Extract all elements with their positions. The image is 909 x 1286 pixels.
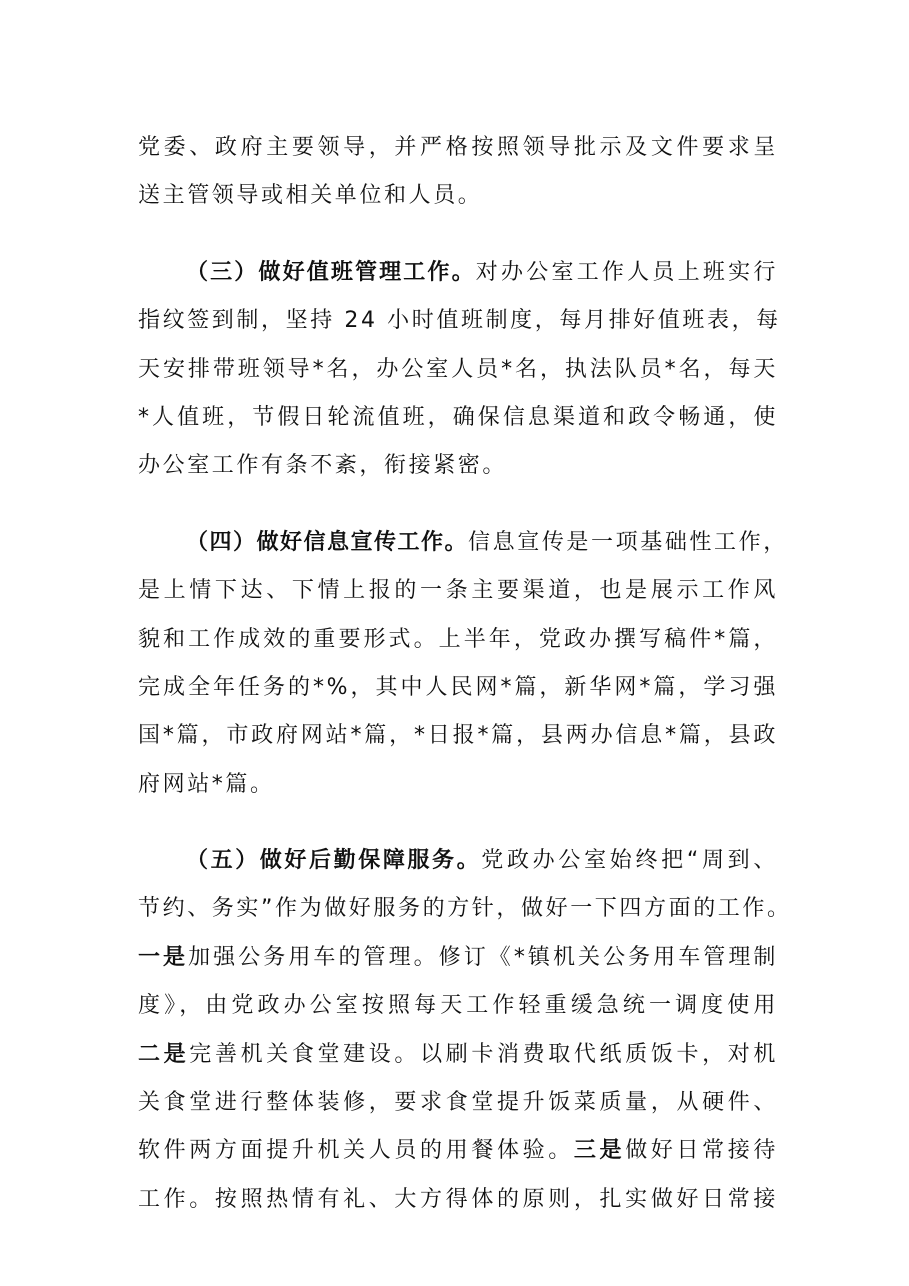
text-line	[138, 934, 778, 982]
text-line: 度》，由党政办公室按照每天工作轻重缓急统一调度使用	[138, 993, 778, 1019]
text-line: 节约、务实”作为做好服务的方针，做好一下四方面的工作。	[138, 896, 792, 922]
section-heading: （四）做好信息宣传工作。	[186, 529, 469, 555]
text-line: 关食堂进行整体装修，要求食堂提升饭菜质量，从硬件、	[138, 1090, 778, 1116]
paragraph-logistics-service	[138, 837, 792, 1224]
heading-continuation: 对办公室工作人员上班实行	[475, 259, 778, 285]
text-line: 办公室工作有条不紊，衔接紧密。	[138, 453, 508, 479]
point-marker: 三是	[573, 1138, 626, 1164]
point-marker: 二是	[138, 1041, 190, 1067]
section-heading: （五）做好后勤保障服务。	[186, 848, 482, 874]
text-line	[138, 519, 788, 567]
paragraph-duty-management	[138, 249, 781, 491]
text-line: 府网站*篇。	[138, 771, 275, 797]
text-line	[138, 249, 778, 297]
text-segment: 完善机关食堂建设。以刷卡消费取代纸质饭卡，对机	[189, 1041, 779, 1067]
text-segment: 软件两方面提升机关人员的用餐体验。	[138, 1138, 574, 1164]
text-line: 工作。按照热情有礼、大方得体的原则，扎实做好日常接	[138, 1186, 778, 1212]
text-segment: 做好日常接待	[625, 1138, 779, 1164]
text-line: 国*篇，市政府网站*篇，*日报*篇，县两办信息*篇，县政	[138, 723, 778, 749]
paragraph-1	[138, 124, 778, 221]
text-line	[138, 1031, 778, 1079]
text-line: 天安排带班领导*名，办公室人员*名，执法队员*名，每天	[138, 356, 778, 382]
text-line: *人值班，节假日轮流值班，确保信息渠道和政令畅通，使	[138, 404, 778, 430]
heading-continuation: 信息宣传是一项基础性工作，	[468, 529, 788, 555]
text-line: 是上情下达、下情上报的一条主要渠道，也是展示工作风	[138, 578, 778, 604]
section-heading: （三）做好值班管理工作。	[186, 259, 476, 285]
text-line: 貌和工作成效的重要形式。上半年，党政办撰写稿件*篇，	[138, 626, 778, 652]
text-line: 送主管领导或相关单位和人员。	[138, 183, 483, 209]
text-segment: 加强公务用车的管理。修订《*镇机关公务用车管理制	[188, 944, 779, 970]
heading-continuation: 党政办公室始终把“周到、	[481, 848, 778, 874]
paragraph-information-publicity	[138, 519, 788, 809]
text-line	[138, 1127, 778, 1175]
point-marker: 一是	[138, 944, 189, 970]
text-line	[138, 837, 778, 885]
text-line: 党委、政府主要领导，并严格按照领导批示及文件要求呈	[138, 135, 778, 160]
text-line: 指纹签到制，坚持 24 小时值班制度，每月排好值班表，每	[138, 308, 781, 334]
text-line: 完成全年任务的*%，其中人民网*篇，新华网*篇，学习强	[138, 674, 778, 700]
document-body	[138, 124, 792, 1252]
